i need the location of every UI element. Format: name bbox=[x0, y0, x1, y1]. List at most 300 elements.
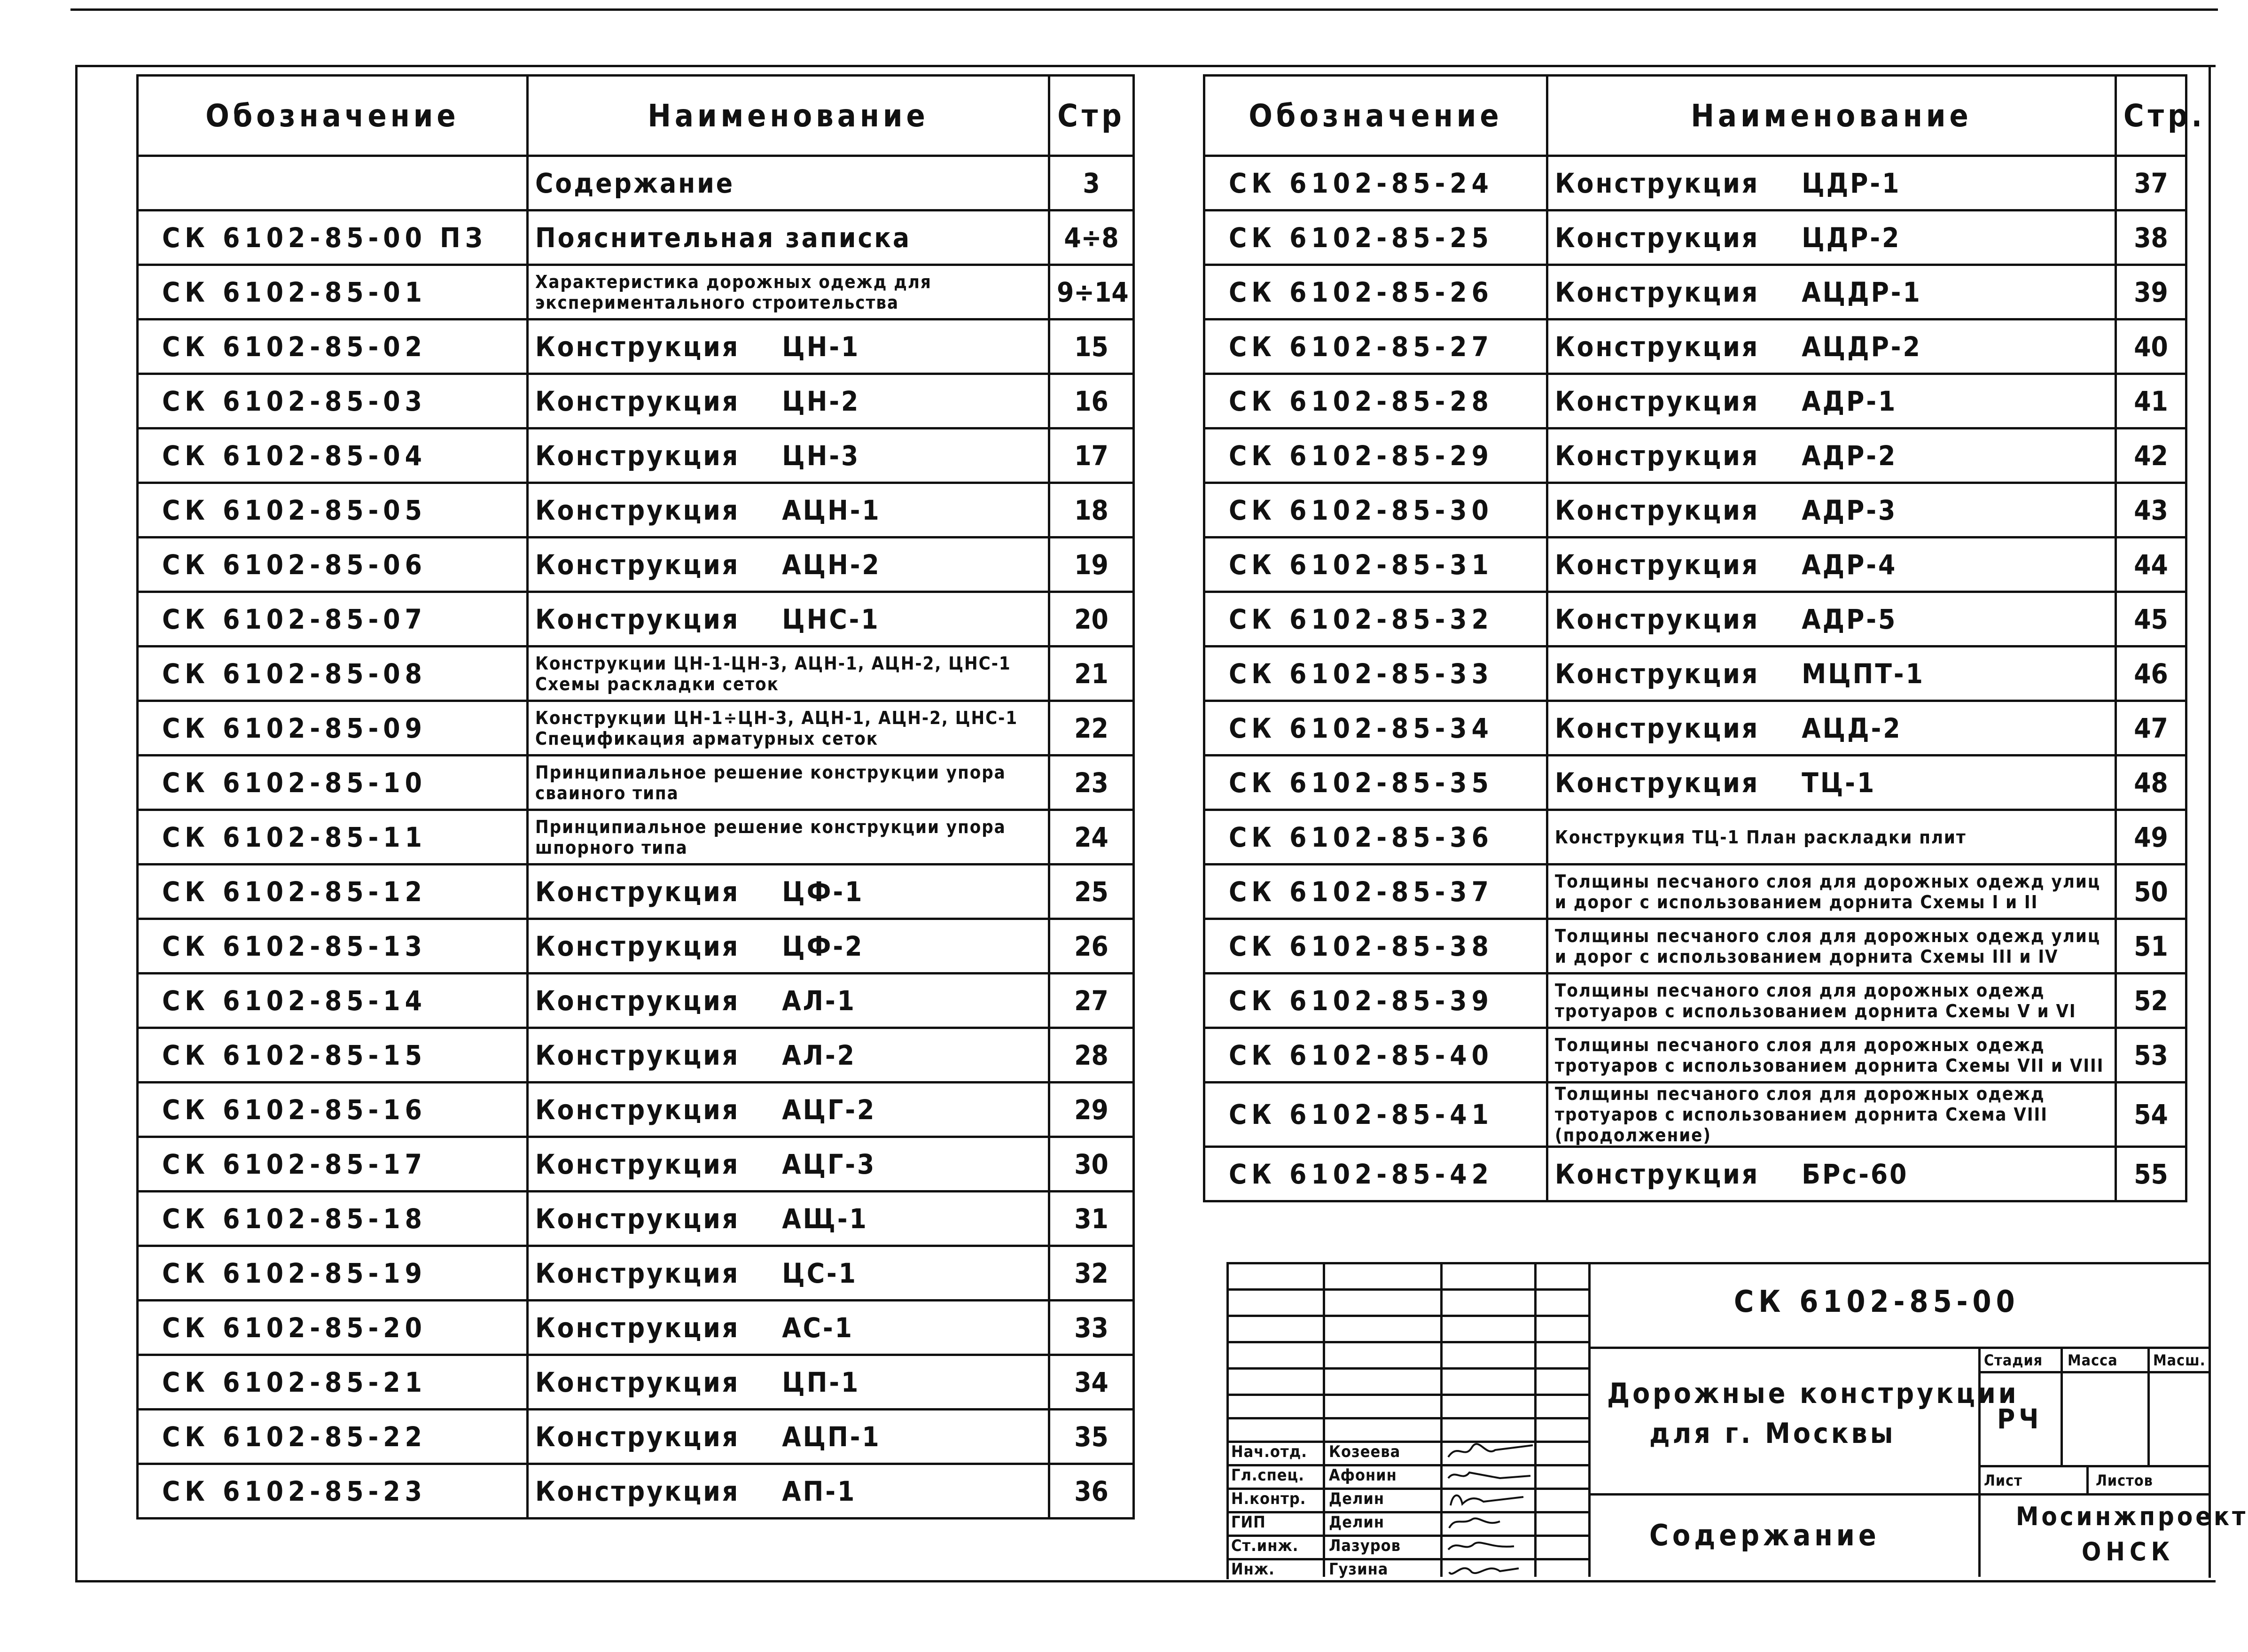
grid-line bbox=[2086, 1465, 2089, 1493]
table-row bbox=[138, 647, 1134, 701]
document-name-cell bbox=[528, 701, 1049, 756]
document-name-cell bbox=[528, 156, 1049, 210]
document-name: Конструкция bbox=[535, 1039, 740, 1071]
contents-table-left bbox=[136, 74, 1135, 1520]
document-name: Принципиальное решение конструкции упора шпорного типа bbox=[535, 816, 1006, 858]
contents-rows-right bbox=[1204, 156, 2186, 1201]
page-number-cell: 28 bbox=[1049, 1028, 1134, 1083]
construction-mark: ЦФ-1 bbox=[782, 875, 864, 908]
document-name: Конструкция bbox=[535, 385, 740, 417]
document-name: Конструкция bbox=[535, 875, 740, 908]
construction-mark: АЦН-1 bbox=[782, 494, 881, 526]
construction-mark: ЦН-3 bbox=[782, 439, 860, 472]
table-row bbox=[138, 319, 1134, 374]
project-title-line2: для г. Москвы bbox=[1649, 1417, 1896, 1450]
page-number-cell: 48 bbox=[2116, 756, 2186, 810]
table-row bbox=[138, 1246, 1134, 1301]
table-row bbox=[138, 810, 1134, 865]
page-number-cell: 32 bbox=[1049, 1246, 1134, 1301]
construction-mark: АДР-1 bbox=[1802, 385, 1897, 417]
construction-mark: АЦН-2 bbox=[782, 548, 881, 581]
page-number-cell: 36 bbox=[1049, 1464, 1134, 1519]
document-name-cell bbox=[528, 865, 1049, 919]
document-code-cell: СК 6102-85-21 bbox=[138, 1355, 528, 1410]
page-number-cell: 31 bbox=[1049, 1192, 1134, 1246]
construction-mark: АДР-2 bbox=[1802, 439, 1897, 472]
document-name: Конструкция bbox=[535, 439, 740, 472]
document-name-cell bbox=[528, 1246, 1049, 1301]
signatory-name: Гузина bbox=[1329, 1560, 1389, 1579]
document-name-cell bbox=[1547, 156, 2116, 210]
page-number-cell: 44 bbox=[2116, 538, 2186, 592]
page-number-cell: 41 bbox=[2116, 374, 2186, 429]
table-row bbox=[1204, 974, 2186, 1028]
document-code-cell: СК 6102-85-32 bbox=[1204, 592, 1547, 647]
page-number-cell: 16 bbox=[1049, 374, 1134, 429]
document-name-cell bbox=[528, 265, 1049, 319]
table-row bbox=[1204, 538, 2186, 592]
document-name-cell bbox=[528, 319, 1049, 374]
construction-mark: АП-1 bbox=[782, 1475, 857, 1507]
document-code-cell: СК 6102-85-15 bbox=[138, 1028, 528, 1083]
table-row bbox=[1204, 429, 2186, 483]
construction-mark: АЦДР-1 bbox=[1802, 276, 1922, 308]
table-row bbox=[138, 1028, 1134, 1083]
sheet-label: Лист bbox=[1984, 1472, 2022, 1489]
document-code-cell: СК 6102-85-38 bbox=[1204, 919, 1547, 974]
signature-role: Ст.инж. bbox=[1231, 1536, 1299, 1555]
document-name-cell bbox=[1547, 810, 2116, 865]
construction-mark: АЦДР-2 bbox=[1802, 330, 1922, 363]
page-number-cell: 19 bbox=[1049, 538, 1134, 592]
signature-stroke bbox=[1448, 1444, 1533, 1457]
document-code-cell: СК 6102-85-35 bbox=[1204, 756, 1547, 810]
construction-mark: АЛ-1 bbox=[782, 984, 856, 1017]
document-name-cell bbox=[1547, 647, 2116, 701]
document-name-cell bbox=[528, 538, 1049, 592]
document-name: Конструкция bbox=[1555, 330, 1760, 363]
document-name: Конструкция bbox=[1555, 766, 1760, 799]
document-name-cell bbox=[1547, 538, 2116, 592]
column-header-page: Стр bbox=[1049, 76, 1134, 156]
document-name: Конструкция bbox=[535, 930, 740, 962]
page-number-cell: 33 bbox=[1049, 1301, 1134, 1355]
table-row bbox=[1204, 592, 2186, 647]
document-name: Конструкции ЦН-1-ЦН-3, АЦН-1, АЦН-2, ЦНС-1 Схемы раскладки сеток bbox=[535, 653, 1011, 694]
document-code-cell: СК 6102-85-28 bbox=[1204, 374, 1547, 429]
table-row bbox=[138, 1355, 1134, 1410]
table-row bbox=[138, 1301, 1134, 1355]
grid-line bbox=[1440, 1262, 1443, 1577]
document-name: Конструкция bbox=[1555, 657, 1760, 690]
document-name: Толщины песчаного слоя для дорожных одежд тротуаров с использованием дорнита Схемы VII и VIII bbox=[1555, 1034, 2104, 1076]
page-number-cell: 18 bbox=[1049, 483, 1134, 538]
document-code-cell: СК 6102-85-02 bbox=[138, 319, 528, 374]
document-code-cell: СК 6102-85-20 bbox=[138, 1301, 528, 1355]
title-block bbox=[1226, 1262, 2248, 1579]
construction-mark: ТЦ-1 bbox=[1802, 766, 1876, 799]
table-header-row bbox=[138, 76, 1134, 156]
document-code-cell: СК 6102-85-17 bbox=[138, 1137, 528, 1192]
document-name: Конструкция bbox=[535, 1475, 740, 1507]
document-code-cell: СК 6102-85-37 bbox=[1204, 865, 1547, 919]
document-code-cell: СК 6102-85-13 bbox=[138, 919, 528, 974]
construction-mark: ЦДР-2 bbox=[1802, 221, 1901, 254]
document-code-cell: СК 6102-85-10 bbox=[138, 756, 528, 810]
table-row bbox=[1204, 1147, 2186, 1201]
signature-role: Н.контр. bbox=[1231, 1489, 1306, 1508]
signature-stroke bbox=[1451, 1496, 1523, 1505]
document-code: СК 6102-85-00 bbox=[1734, 1285, 2020, 1319]
table-row bbox=[1204, 756, 2186, 810]
page-number-cell: 35 bbox=[1049, 1410, 1134, 1464]
document-code-cell: СК 6102-85-08 bbox=[138, 647, 528, 701]
project-title-line1: Дорожные конструкции bbox=[1607, 1377, 2019, 1410]
document-name-cell bbox=[528, 210, 1049, 265]
document-code-cell: СК 6102-85-31 bbox=[1204, 538, 1547, 592]
document-name: Толщины песчаного слоя для дорожных одежд улиц и дорог с использованием дорнита Схемы I и II bbox=[1555, 871, 2101, 912]
document-code-cell: СК 6102-85-18 bbox=[138, 1192, 528, 1246]
construction-mark: АС-1 bbox=[782, 1311, 854, 1344]
document-code-cell: СК 6102-85-03 bbox=[138, 374, 528, 429]
construction-mark: БРс-60 bbox=[1802, 1158, 1909, 1190]
table-row bbox=[138, 1192, 1134, 1246]
grid-line bbox=[1323, 1262, 1325, 1577]
document-code-cell: СК 6102-85-40 bbox=[1204, 1028, 1547, 1083]
document-name-cell bbox=[528, 1301, 1049, 1355]
document-name-cell bbox=[1547, 374, 2116, 429]
document-code-cell: СК 6102-85-42 bbox=[1204, 1147, 1547, 1201]
document-name-cell bbox=[528, 1410, 1049, 1464]
page-number-cell: 42 bbox=[2116, 429, 2186, 483]
page-number-cell: 46 bbox=[2116, 647, 2186, 701]
document-name: Конструкция bbox=[1555, 221, 1760, 254]
document-name: Конструкция bbox=[1555, 603, 1760, 635]
signature-stroke bbox=[1449, 1519, 1500, 1528]
page-number-cell: 51 bbox=[2116, 919, 2186, 974]
signatory-name: Козеева bbox=[1329, 1442, 1401, 1461]
page-number-cell: 30 bbox=[1049, 1137, 1134, 1192]
page-number-cell: 21 bbox=[1049, 647, 1134, 701]
document-name-cell bbox=[528, 647, 1049, 701]
grid-line bbox=[1226, 1417, 1588, 1419]
table-row bbox=[138, 701, 1134, 756]
signatory-name: Делин bbox=[1329, 1489, 1384, 1508]
document-name: Конструкция bbox=[1555, 439, 1760, 472]
document-name-cell bbox=[528, 592, 1049, 647]
document-name-cell bbox=[1547, 1083, 2116, 1147]
page-number-cell: 20 bbox=[1049, 592, 1134, 647]
page-number-cell: 27 bbox=[1049, 974, 1134, 1028]
document-name-cell bbox=[1547, 319, 2116, 374]
document-name: Конструкция bbox=[535, 1202, 740, 1235]
page-number-cell: 22 bbox=[1049, 701, 1134, 756]
table-row bbox=[138, 538, 1134, 592]
document-name-cell bbox=[1547, 429, 2116, 483]
document-name: Толщины песчаного слоя для дорожных одежд тротуаров с использованием дорнита Схемы V и VI bbox=[1555, 980, 2076, 1021]
top-border-line bbox=[70, 8, 2218, 11]
page-number-cell: 25 bbox=[1049, 865, 1134, 919]
page-number-cell: 49 bbox=[2116, 810, 2186, 865]
construction-mark: ЦФ-2 bbox=[782, 930, 864, 962]
signatory-name: Афонин bbox=[1329, 1466, 1397, 1485]
document-name: Содержание bbox=[535, 167, 735, 199]
document-name-cell bbox=[1547, 592, 2116, 647]
construction-mark: АЦП-1 bbox=[782, 1420, 881, 1453]
document-name: Конструкция ТЦ-1 План раскладки плит bbox=[1555, 826, 1967, 848]
document-code-cell: СК 6102-85-16 bbox=[138, 1083, 528, 1137]
page-number-cell: 52 bbox=[2116, 974, 2186, 1028]
document-name: Конструкция bbox=[1555, 494, 1760, 526]
page-number-cell: 43 bbox=[2116, 483, 2186, 538]
document-name: Конструкция bbox=[535, 1311, 740, 1344]
handwritten-signature bbox=[1444, 1464, 1538, 1488]
contents-rows-left bbox=[138, 156, 1134, 1519]
document-code-cell: СК 6102-85-41 bbox=[1204, 1083, 1547, 1147]
document-name: Конструкция bbox=[535, 1420, 740, 1453]
document-code-cell: СК 6102-85-19 bbox=[138, 1246, 528, 1301]
document-code-cell: СК 6102-85-36 bbox=[1204, 810, 1547, 865]
document-code-cell bbox=[138, 156, 528, 210]
document-name: Конструкция bbox=[535, 1366, 740, 1398]
page-number-cell: 39 bbox=[2116, 265, 2186, 319]
document-name: Характеристика дорожных одежд для экспериментального строительства bbox=[535, 271, 932, 313]
table-row bbox=[138, 1083, 1134, 1137]
construction-mark: АЦГ-2 bbox=[782, 1093, 876, 1126]
page-number-cell: 55 bbox=[2116, 1147, 2186, 1201]
page-number-cell: 15 bbox=[1049, 319, 1134, 374]
table-row bbox=[138, 374, 1134, 429]
document-code-cell: СК 6102-85-26 bbox=[1204, 265, 1547, 319]
column-header-code: Обозначение bbox=[1204, 76, 1547, 156]
construction-mark: АЛ-2 bbox=[782, 1039, 856, 1071]
construction-mark: АЩ-1 bbox=[782, 1202, 868, 1235]
page-number-cell: 53 bbox=[2116, 1028, 2186, 1083]
construction-mark: ЦП-1 bbox=[782, 1366, 860, 1398]
organization-line1: Мосинжпроект bbox=[2016, 1502, 2248, 1531]
table-row bbox=[1204, 810, 2186, 865]
document-name: Конструкция bbox=[535, 494, 740, 526]
page-number-cell: 24 bbox=[1049, 810, 1134, 865]
page-number-cell: 54 bbox=[2116, 1083, 2186, 1147]
construction-mark: АЦГ-3 bbox=[782, 1148, 876, 1180]
document-name-cell bbox=[1547, 210, 2116, 265]
table-row bbox=[138, 1464, 1134, 1519]
document-name: Конструкция bbox=[1555, 1158, 1760, 1190]
document-name-cell bbox=[1547, 919, 2116, 974]
stage-value: РЧ bbox=[1997, 1403, 2043, 1435]
signature-role: ГИП bbox=[1231, 1513, 1266, 1532]
document-code-cell: СК 6102-85-12 bbox=[138, 865, 528, 919]
document-name: Конструкция bbox=[535, 1257, 740, 1289]
document-name-cell bbox=[1547, 265, 2116, 319]
construction-mark: ЦН-1 bbox=[782, 330, 860, 363]
table-row bbox=[138, 210, 1134, 265]
document-name-cell bbox=[528, 1192, 1049, 1246]
document-name-cell bbox=[1547, 974, 2116, 1028]
document-name-cell bbox=[528, 374, 1049, 429]
scale-label: Масш. bbox=[2153, 1351, 2206, 1369]
document-name-cell bbox=[1547, 483, 2116, 538]
signatory-name: Делин bbox=[1329, 1513, 1384, 1532]
table-row bbox=[138, 483, 1134, 538]
sheets-label: Листов bbox=[2096, 1472, 2153, 1489]
document-name-cell bbox=[528, 1464, 1049, 1519]
table-row bbox=[138, 156, 1134, 210]
document-name: Конструкция bbox=[535, 984, 740, 1017]
grid-line bbox=[1226, 1367, 1588, 1370]
table-header-row bbox=[1204, 76, 2186, 156]
document-name: Конструкция bbox=[1555, 385, 1760, 417]
page-number-cell: 47 bbox=[2116, 701, 2186, 756]
page-number-cell: 40 bbox=[2116, 319, 2186, 374]
page-number-cell: 23 bbox=[1049, 756, 1134, 810]
document-name: Конструкция bbox=[1555, 548, 1760, 581]
page-number-cell: 17 bbox=[1049, 429, 1134, 483]
stage-label: Стадия bbox=[1984, 1351, 2043, 1369]
document-name-cell bbox=[528, 1083, 1049, 1137]
table-row bbox=[138, 756, 1134, 810]
page-number-cell: 37 bbox=[2116, 156, 2186, 210]
document-code-cell: СК 6102-85-07 bbox=[138, 592, 528, 647]
table-row bbox=[1204, 374, 2186, 429]
grid-line bbox=[2061, 1347, 2063, 1465]
document-name-cell bbox=[528, 429, 1049, 483]
construction-mark: МЦПТ-1 bbox=[1802, 657, 1925, 690]
document-name: Принципиальное решение конструкции упора сваиного типа bbox=[535, 762, 1006, 803]
sheet-title: Содержание bbox=[1649, 1518, 1880, 1552]
construction-mark: ЦДР-1 bbox=[1802, 167, 1901, 199]
table-row bbox=[1204, 647, 2186, 701]
document-name: Конструкция bbox=[535, 603, 740, 635]
document-name: Конструкции ЦН-1÷ЦН-3, АЦН-1, АЦН-2, ЦНС-1 Спецификация арматурных сеток bbox=[535, 707, 1018, 749]
document-name-cell bbox=[528, 974, 1049, 1028]
table-row bbox=[1204, 865, 2186, 919]
table-row bbox=[138, 429, 1134, 483]
document-code-cell: СК 6102-85-24 bbox=[1204, 156, 1547, 210]
document-code-cell: СК 6102-85-25 bbox=[1204, 210, 1547, 265]
document-code-cell: СК 6102-85-05 bbox=[138, 483, 528, 538]
signatory-name: Лазуров bbox=[1329, 1536, 1401, 1555]
table-row bbox=[1204, 919, 2186, 974]
page-number-cell: 50 bbox=[2116, 865, 2186, 919]
document-code-cell: СК 6102-85-01 bbox=[138, 265, 528, 319]
document-code-cell: СК 6102-85-30 bbox=[1204, 483, 1547, 538]
organization-line2: ОНСК bbox=[2082, 1537, 2175, 1566]
document-name: Конструкция bbox=[1555, 167, 1760, 199]
document-name: Конструкция bbox=[1555, 276, 1760, 308]
grid-line bbox=[1226, 1288, 1588, 1291]
signature-stroke bbox=[1448, 1473, 1530, 1478]
column-header-page: Стр. bbox=[2116, 76, 2186, 156]
document-name-cell bbox=[1547, 1028, 2116, 1083]
grid-line bbox=[1978, 1371, 2209, 1373]
document-name: Конструкция bbox=[535, 330, 740, 363]
signature-stroke bbox=[1448, 1543, 1514, 1550]
column-header-name: Наименование bbox=[1547, 76, 2116, 156]
grid-line bbox=[2147, 1347, 2150, 1465]
document-name-cell bbox=[1547, 701, 2116, 756]
page-number-cell: 26 bbox=[1049, 919, 1134, 974]
construction-mark: ЦС-1 bbox=[782, 1257, 858, 1289]
handwritten-signature bbox=[1444, 1511, 1538, 1535]
document-name-cell bbox=[1547, 865, 2116, 919]
handwritten-signature bbox=[1444, 1558, 1538, 1582]
signature-role: Гл.спец. bbox=[1231, 1466, 1304, 1485]
signature-role: Инж. bbox=[1231, 1560, 1275, 1579]
page-number-cell: 3 bbox=[1049, 156, 1134, 210]
document-name: Толщины песчаного слоя для дорожных одежд тротуаров с использованием дорнита Схема VIII (продолжение) bbox=[1555, 1083, 2048, 1145]
document-code-cell: СК 6102-85-09 bbox=[138, 701, 528, 756]
document-name-cell bbox=[528, 756, 1049, 810]
document-code-cell: СК 6102-85-39 bbox=[1204, 974, 1547, 1028]
document-name: Толщины песчаного слоя для дорожных одежд улиц и дорог с использованием дорнита Схемы III и IV bbox=[1555, 925, 2101, 967]
document-code-cell: СК 6102-85-34 bbox=[1204, 701, 1547, 756]
document-code-cell: СК 6102-85-00 ПЗ bbox=[138, 210, 528, 265]
table-row bbox=[1204, 156, 2186, 210]
document-name-cell bbox=[528, 483, 1049, 538]
document-name-cell bbox=[1547, 1147, 2116, 1201]
table-row bbox=[1204, 319, 2186, 374]
page-number-cell: 34 bbox=[1049, 1355, 1134, 1410]
document-code-cell: СК 6102-85-23 bbox=[138, 1464, 528, 1519]
table-row bbox=[138, 1410, 1134, 1464]
document-code-cell: СК 6102-85-22 bbox=[138, 1410, 528, 1464]
handwritten-signature bbox=[1444, 1535, 1538, 1558]
column-header-name: Наименование bbox=[528, 76, 1049, 156]
construction-mark: АДР-3 bbox=[1802, 494, 1897, 526]
document-name: Пояснительная записка bbox=[535, 221, 912, 254]
document-name-cell bbox=[1547, 756, 2116, 810]
grid-line bbox=[1226, 1341, 1588, 1343]
document-code-cell: СК 6102-85-14 bbox=[138, 974, 528, 1028]
document-name-cell bbox=[528, 1028, 1049, 1083]
mass-label: Масса bbox=[2068, 1351, 2118, 1369]
grid-line bbox=[1588, 1347, 2209, 1349]
page-number-cell: 38 bbox=[2116, 210, 2186, 265]
document-code-cell: СК 6102-85-04 bbox=[138, 429, 528, 483]
document-code-cell: СК 6102-85-06 bbox=[138, 538, 528, 592]
table-row bbox=[1204, 265, 2186, 319]
grid-line bbox=[1588, 1262, 1591, 1577]
table-row bbox=[1204, 210, 2186, 265]
page-number-cell: 29 bbox=[1049, 1083, 1134, 1137]
document-name: Конструкция bbox=[535, 1148, 740, 1180]
contents-table-right bbox=[1203, 74, 2206, 1202]
document-code-cell: СК 6102-85-11 bbox=[138, 810, 528, 865]
document-name-cell bbox=[528, 1355, 1049, 1410]
page-number-cell: 4÷8 bbox=[1049, 210, 1134, 265]
document-code-cell: СК 6102-85-27 bbox=[1204, 319, 1547, 374]
document-name-cell bbox=[528, 1137, 1049, 1192]
table-row bbox=[138, 592, 1134, 647]
construction-mark: ЦНС-1 bbox=[782, 603, 880, 635]
grid-line bbox=[1588, 1493, 2209, 1496]
table-row bbox=[138, 919, 1134, 974]
document-name-cell bbox=[528, 919, 1049, 974]
signature-role: Нач.отд. bbox=[1231, 1442, 1307, 1461]
handwritten-signature bbox=[1444, 1441, 1538, 1464]
document-name: Конструкция bbox=[1555, 712, 1760, 744]
table-row bbox=[138, 865, 1134, 919]
column-header-code: Обозначение bbox=[138, 76, 528, 156]
grid-line bbox=[1226, 1394, 1588, 1396]
handwritten-signature bbox=[1444, 1488, 1538, 1511]
page-number-cell: 9÷14 bbox=[1049, 265, 1134, 319]
table-row bbox=[1204, 1028, 2186, 1083]
construction-mark: АЦД-2 bbox=[1802, 712, 1902, 744]
table-row bbox=[138, 1137, 1134, 1192]
